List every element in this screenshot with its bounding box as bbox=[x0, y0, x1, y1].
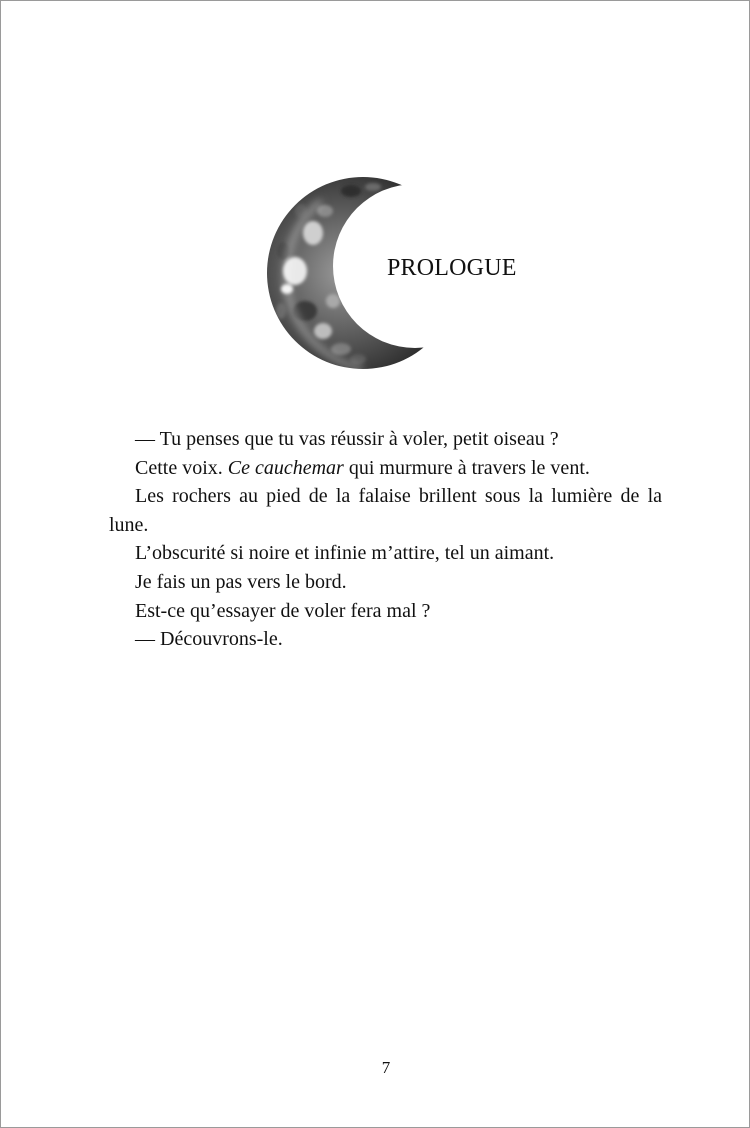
page-number: 7 bbox=[381, 1058, 391, 1077]
paragraph-2-emphasis: Ce cauchemar bbox=[227, 456, 344, 479]
paragraph-6: Est-ce qu’essayer de voler fera mal ? bbox=[135, 599, 431, 622]
paragraph-2 bbox=[109, 454, 662, 483]
paragraph-2-start: Cette voix. bbox=[135, 456, 228, 479]
paragraph-1: — Tu penses que tu vas réussir à voler, petit oiseau ? bbox=[135, 428, 559, 450]
paragraph-2-end: qui murmure à travers le vent. bbox=[343, 456, 590, 479]
chapter-title: PROLOGUE bbox=[387, 255, 517, 281]
chapter-body bbox=[109, 425, 662, 654]
paragraph-3: Les rochers au pied de la falaise brillent sous la lumière de la lune. bbox=[109, 485, 662, 536]
paragraph-5: Je fais un pas vers le bord. bbox=[135, 570, 347, 593]
paragraph-7: — Découvrons-le. bbox=[135, 628, 283, 651]
paragraph-4: L’obscurité si noire et infinie m’attire, tel un aimant. bbox=[135, 542, 555, 565]
